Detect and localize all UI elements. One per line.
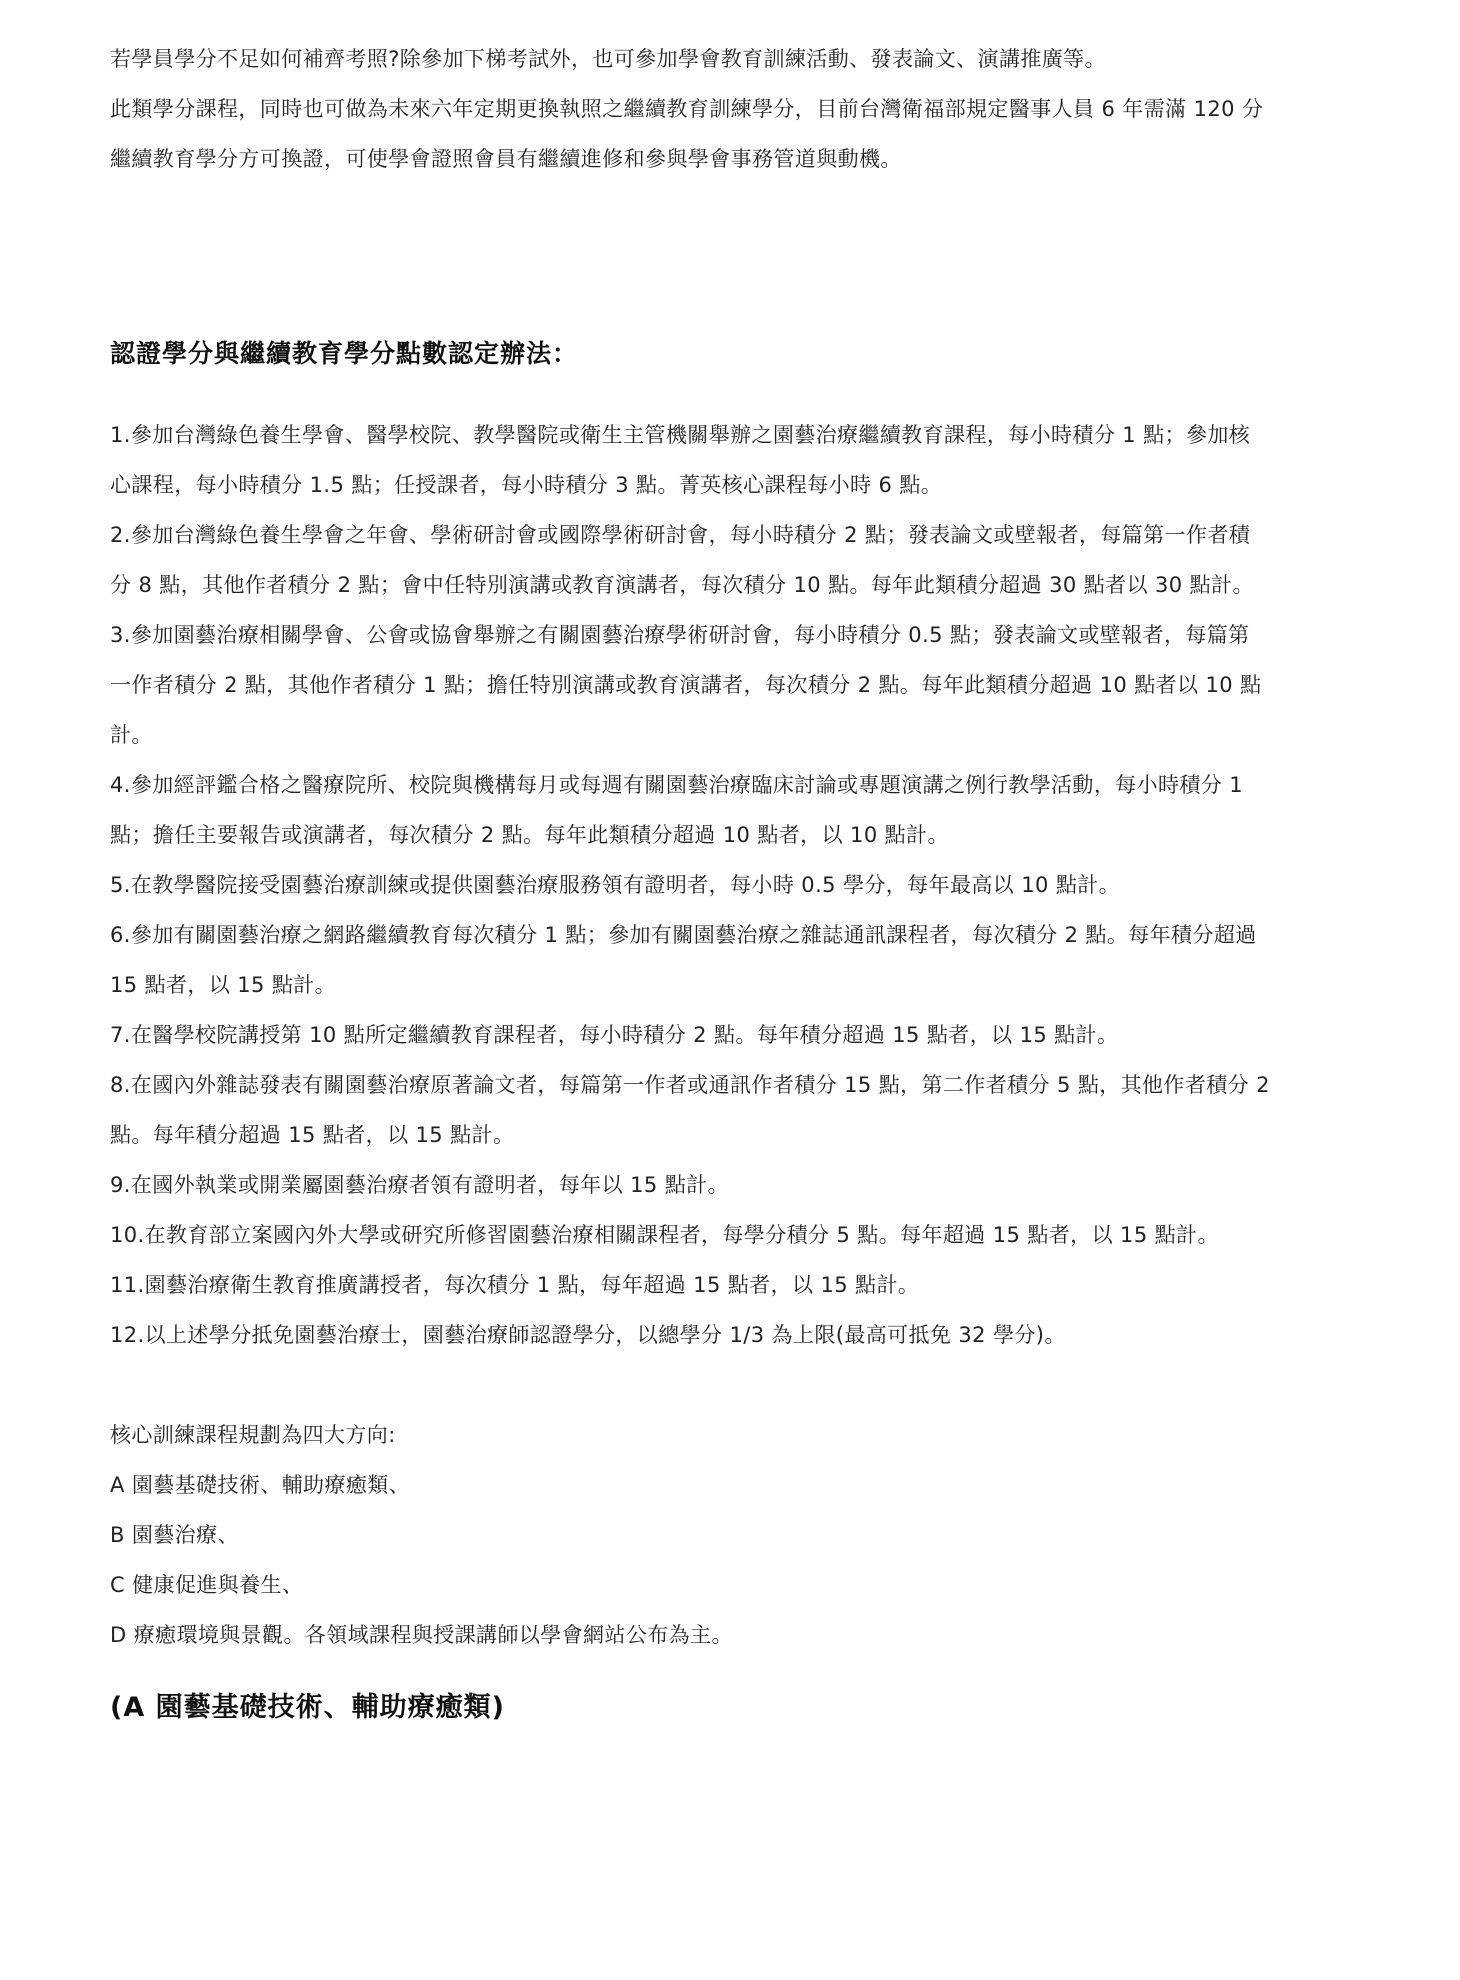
rule-item: 8.在國內外雜誌發表有關園藝治療原著論文者，每篇第一作者或通訊作者積分 15 點，第二作者積分 5 點，其他作者積分 2 點。每年積分超過 15 點者，以 15 點計。 <box>110 1073 1270 1147</box>
section-spacer <box>110 184 1270 334</box>
rule-item: 9.在國外執業或開業屬園藝治療者領有證明者，每年以 15 點計。 <box>110 1173 729 1197</box>
intro-paragraph-renewal: 此類學分課程，同時也可做為未來六年定期更換執照之繼續教育訓練學分，目前台灣衛福部規定醫事人員 6 年需滿 120 分繼續教育學分方可換證，可使學會證照會員有繼續進修和參與學會事務管道與動機。 <box>110 97 1264 171</box>
rule-item: 7.在醫學校院講授第 10 點所定繼續教育課程者，每小時積分 2 點。每年積分超過 15 點者，以 15 點計。 <box>110 1023 1119 1047</box>
rule-item: 2.參加台灣綠色養生學會之年會、學術研討會或國際學術研討會，每小時積分 2 點；發表論文或壁報者，每篇第一作者積分 8 點，其他作者積分 2 點；會中任特別演講或教育演講者，每次積分 10 點。每年此類積分超過 30 點者以 30 點計。 <box>110 523 1254 597</box>
core-courses-intro: 核心訓練課程規劃為四大方向: <box>110 1423 396 1447</box>
core-course-direction: D 療癒環境與景觀。各領域課程與授課講師以學會網站公布為主。 <box>110 1623 733 1647</box>
rule-item: 3.參加園藝治療相關學會、公會或協會舉辦之有關園藝治療學術研討會，每小時積分 0.5 點；發表論文或壁報者，每篇第一作者積分 2 點，其他作者積分 1 點；擔任特別演講或教育演講者，每次積分 2 點。每年此類積分超過 10 點者以 10 點計。 <box>110 623 1262 747</box>
intro-paragraph-exam: 若學員學分不足如何補齊考照?除參加下梯考試外，也可參加學會教育訓練活動、發表論文、演講推廣等。 <box>110 47 1106 71</box>
rule-item: 12.以上述學分抵免園藝治療士，園藝治療師認證學分，以總學分 1/3 為上限(最高可抵免 32 學分)。 <box>110 1323 1066 1347</box>
core-courses-section <box>110 1410 1270 1660</box>
subheading-category-a: (A 園藝基礎技術、輔助療癒類) <box>110 1692 505 1723</box>
rule-item: 11.園藝治療衛生教育推廣講授者，每次積分 1 點，每年超過 15 點者，以 15 點計。 <box>110 1273 920 1297</box>
intro-section <box>110 34 1270 184</box>
rule-item: 6.參加有關園藝治療之網路繼續教育每次積分 1 點；參加有關園藝治療之雜誌通訊課程者，每次積分 2 點。每年積分超過 15 點者，以 15 點計。 <box>110 923 1257 997</box>
rule-item: 1.參加台灣綠色養生學會、醫學校院、教學醫院或衛生主管機關舉辦之園藝治療繼續教育課程，每小時積分 1 點；參加核心課程，每小時積分 1.5 點；任授課者，每小時積分 3 點。菁英核心課程每小時 6 點。 <box>110 423 1251 497</box>
rule-item: 5.在教學醫院接受園藝治療訓練或提供園藝治療服務領有證明者，每小時 0.5 學分，每年最高以 10 點計。 <box>110 873 1121 897</box>
credit-rules-list <box>110 410 1270 1360</box>
section-heading-credit-rules: 認證學分與繼續教育學分點數認定辦法： <box>110 339 579 368</box>
core-spacer <box>110 1360 1270 1410</box>
core-course-direction: B 園藝治療、 <box>110 1523 239 1547</box>
core-course-direction: A 園藝基礎技術、輔助療癒類、 <box>110 1473 411 1497</box>
rule-item: 10.在教育部立案國內外大學或研究所修習園藝治療相關課程者，每學分積分 5 點。每年超過 15 點者，以 15 點計。 <box>110 1223 1219 1247</box>
rule-item: 4.參加經評鑑合格之醫療院所、校院與機構每月或每週有關園藝治療臨床討論或專題演講之例行教學活動，每小時積分 1 點；擔任主要報告或演講者，每次積分 2 點。每年此類積分超過 10 點者，以 10 點計。 <box>110 773 1244 847</box>
core-course-direction: C 健康促進與養生、 <box>110 1573 304 1597</box>
